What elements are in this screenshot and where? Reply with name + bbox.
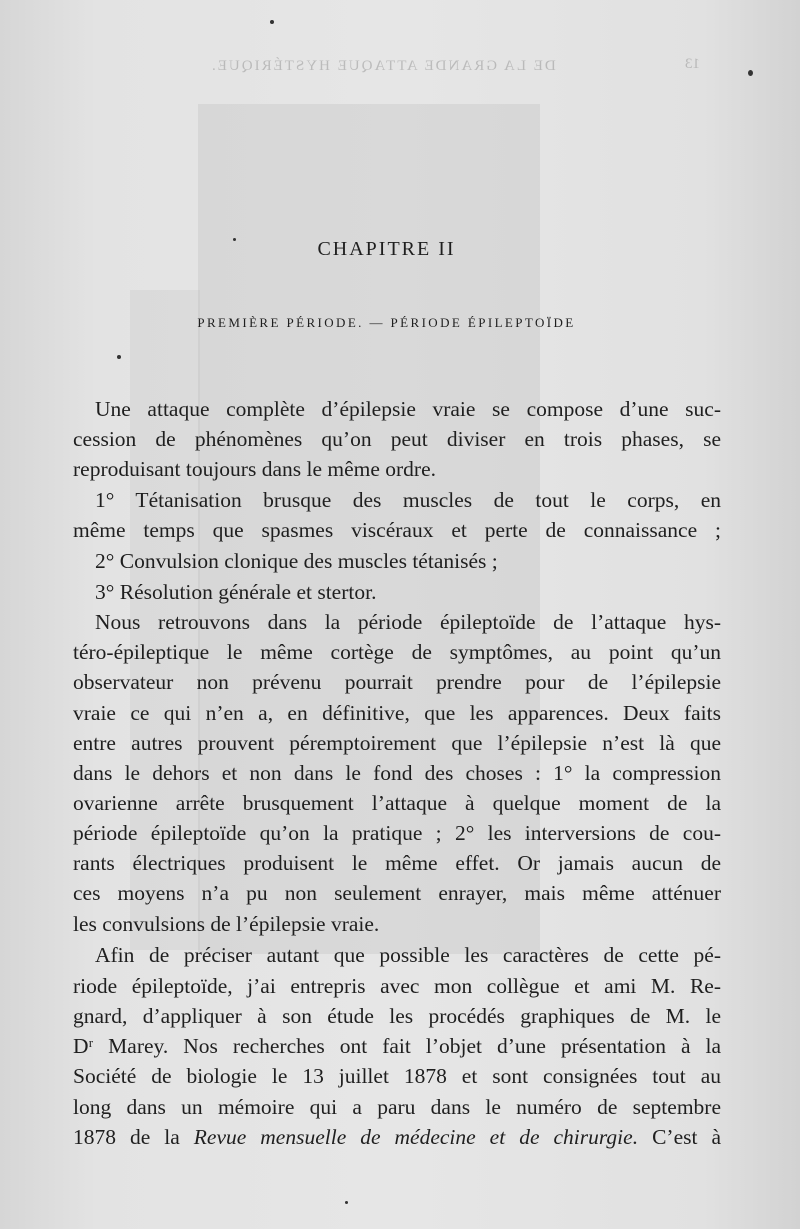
show-through-page-number: 13	[685, 56, 700, 72]
text-line: riode épileptoïde, j’ai entrepris avec mon collègue et ami M. Re-	[73, 974, 721, 998]
ink-speck	[345, 1201, 348, 1204]
text-line: période épileptoïde qu’on la pratique ; 2° les interversions de cou-	[73, 821, 721, 845]
text-line: 2° Convulsion clonique des muscles tétanisés ;	[95, 549, 498, 573]
text-line: même temps que spasmes viscéraux et perte de connaissance ;	[73, 518, 721, 542]
text-line: vraie ce qui n’en a, en définitive, que les apparences. Deux faits	[73, 701, 721, 725]
text-segment: 1878 de la	[73, 1125, 194, 1149]
text-line: 3° Résolution générale et stertor.	[95, 580, 377, 604]
text-line: ces moyens n’a pu non seulement enrayer, mais même atténuer	[73, 881, 721, 905]
text-line: téro-épileptique le même cortège de symptômes, au point qu’un	[73, 640, 721, 664]
text-line: Société de biologie le 13 juillet 1878 et sont consignées tout au	[73, 1064, 721, 1088]
ink-speck	[270, 20, 274, 24]
text-line: Dʳ Marey. Nos recherches ont fait l’objet d’une présentation à la	[73, 1034, 721, 1058]
text-line-last	[73, 1122, 721, 1152]
text-line: rants électriques produisent le même effet. Or jamais aucun de	[73, 851, 721, 875]
show-through-header: DE LA GRANDE ATTAQUE HYSTÉRIQUE.	[210, 58, 556, 74]
text-line: Une attaque complète d’épilepsie vraie se compose d’une suc-	[95, 397, 721, 421]
text-line: les convulsions de l’épilepsie vraie.	[73, 912, 380, 936]
text-line: gnard, d’appliquer à son étude les procédés graphiques de M. le	[73, 1004, 721, 1028]
text-line: observateur non prévenu pourrait prendre pour de l’épilepsie	[73, 670, 721, 694]
chapter-title: CHAPITRE II	[317, 238, 456, 260]
text-line: dans le dehors et non dans le fond des choses : 1° la compression	[73, 761, 721, 785]
text-segment: C’est à	[638, 1125, 721, 1149]
ink-speck	[748, 70, 753, 76]
ink-speck	[233, 238, 236, 241]
text-line: ovarienne arrête brusquement l’attaque à quelque moment de la	[73, 791, 721, 815]
text-line: Afin de préciser autant que possible les caractères de cette pé-	[95, 943, 721, 967]
section-title: PREMIÈRE PÉRIODE. — PÉRIODE ÉPILEPTOÏDE	[197, 315, 576, 330]
text-line: 1° Tétanisation brusque des muscles de tout le corps, en	[95, 488, 721, 512]
journal-title: Revue mensuelle de médecine et de chirurgie.	[193, 1125, 639, 1149]
text-line: long dans un mémoire qui a paru dans le numéro de septembre	[73, 1095, 721, 1119]
text-line: reproduisant toujours dans le même ordre.	[73, 457, 437, 481]
ink-speck	[117, 355, 121, 359]
text-line: entre autres prouvent péremptoirement que l’épilepsie n’est là que	[73, 731, 721, 755]
text-line: Nous retrouvons dans la période épileptoïde de l’attaque hys-	[95, 610, 721, 634]
text-line: cession de phénomènes qu’on peut diviser en trois phases, se	[73, 427, 721, 451]
